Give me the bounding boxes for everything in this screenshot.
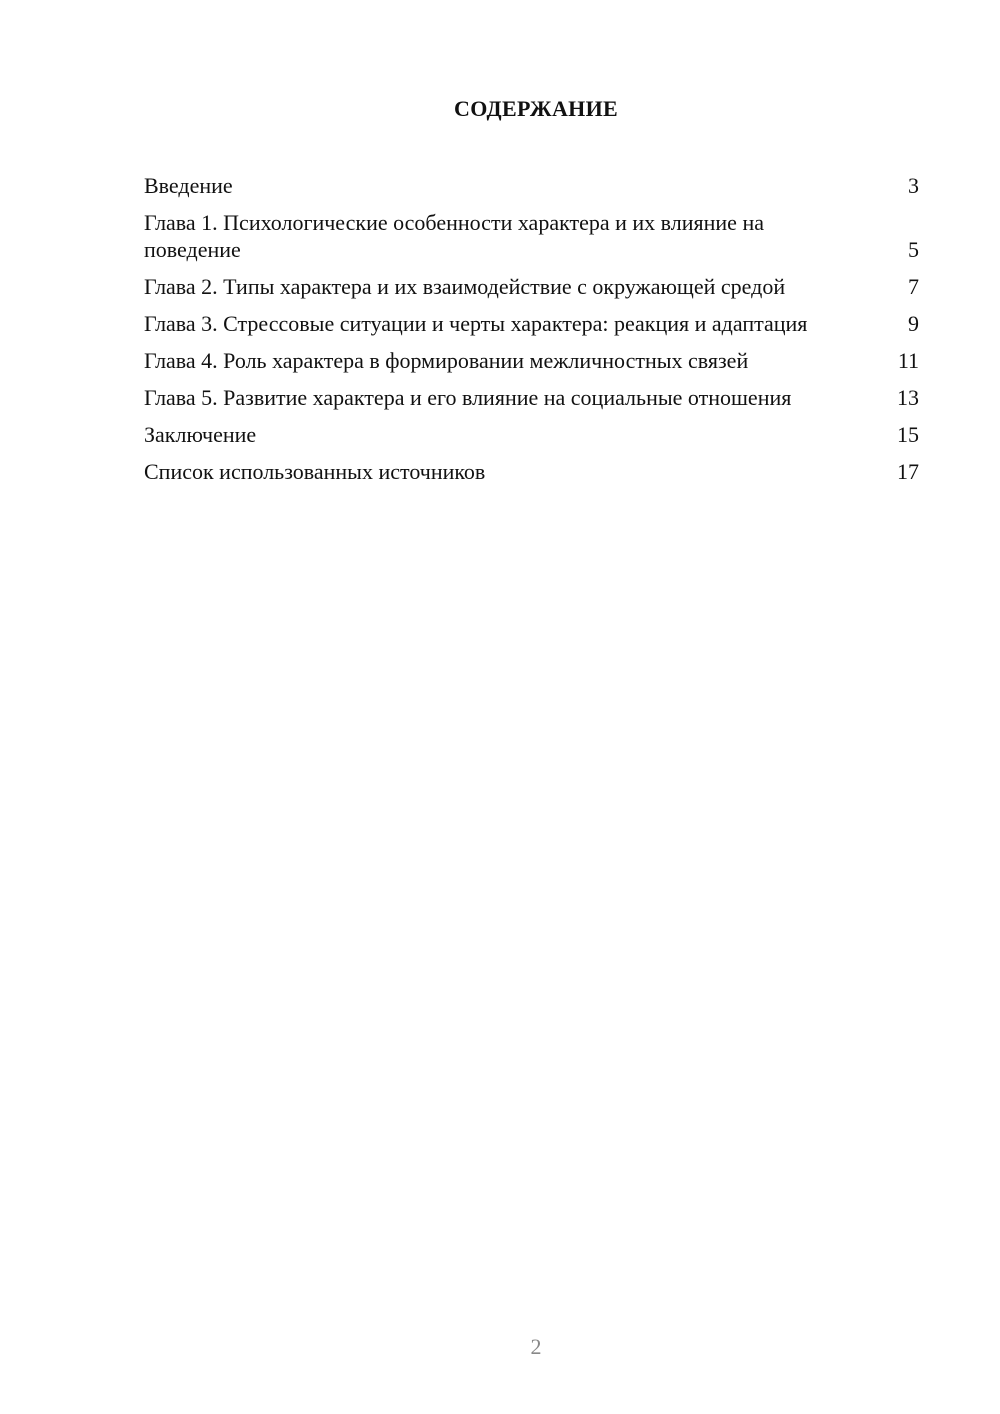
toc-entry-page: 17 <box>897 459 919 484</box>
toc-entry-chapter-4 <box>144 347 919 374</box>
toc-title: СОДЕРЖАНИЕ <box>454 96 618 121</box>
toc-entry-text: Глава 2. Типы характера и их взаимодействие с окружающей средой <box>144 274 786 299</box>
toc-entry-text: Глава 1. Психологические особенности характера и их влияние на поведение <box>144 210 764 262</box>
toc-entry-text: Заключение <box>144 422 257 447</box>
toc-entry-page: 13 <box>897 385 919 410</box>
toc-entry-page: 7 <box>908 274 919 299</box>
toc-entry-text: Введение <box>144 173 233 198</box>
toc-entry-conclusion <box>144 421 919 448</box>
page-number: 2 <box>530 1334 542 1359</box>
toc-entry-text: Глава 5. Развитие характера и его влияние на социальные отношения <box>144 385 792 410</box>
toc-entry-chapter-1 <box>144 209 919 263</box>
toc-entry-page: 15 <box>897 422 919 447</box>
toc-entry-text: Глава 4. Роль характера в формировании межличностных связей <box>144 348 749 373</box>
toc-entry-chapter-3 <box>144 310 919 337</box>
toc-entry-page: 5 <box>908 237 919 262</box>
toc-list <box>144 172 919 495</box>
toc-entry-text: Список использованных источников <box>144 459 486 484</box>
toc-entry-text: Глава 3. Стрессовые ситуации и черты характера: реакция и адаптация <box>144 311 808 336</box>
toc-entry-chapter-5 <box>144 384 919 411</box>
toc-entry-page: 11 <box>897 348 919 373</box>
toc-entry-chapter-2 <box>144 273 919 300</box>
toc-entry-introduction <box>144 172 919 199</box>
toc-entry-references <box>144 458 919 485</box>
toc-entry-page: 9 <box>908 311 919 336</box>
toc-entry-page: 3 <box>908 173 919 198</box>
